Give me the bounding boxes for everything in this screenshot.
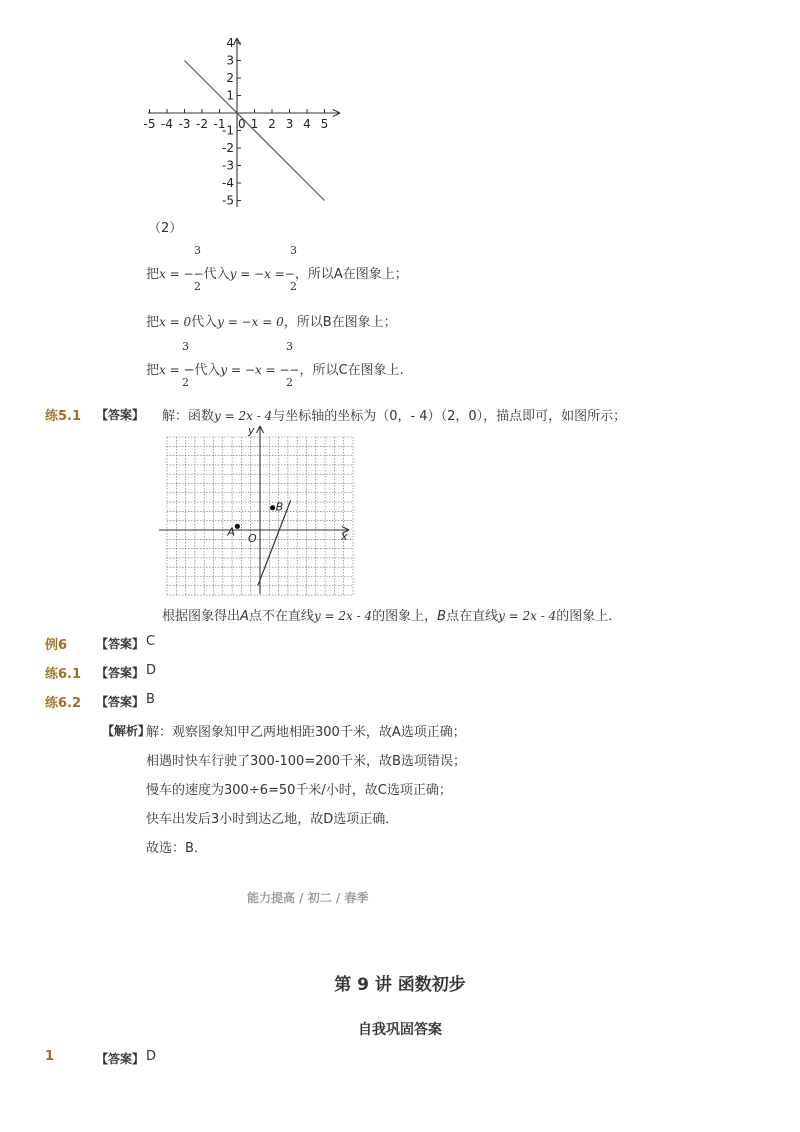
- answer-tag: 【答案】: [96, 666, 145, 680]
- frac-denominator: 2: [194, 280, 201, 293]
- y-tick-label: -3: [222, 158, 234, 173]
- text: ，所以A在图象上；: [294, 267, 408, 282]
- lecture-subtitle-wrap: [0, 1019, 800, 1039]
- text: 根据图象得出: [162, 609, 241, 624]
- y-axis-label: y: [248, 424, 255, 437]
- math-expr: y = 2x - 4: [498, 609, 557, 623]
- question-1-label: 1: [45, 1049, 55, 1064]
- y-tick-label: -1: [222, 123, 234, 138]
- frac-numerator: 3: [286, 340, 293, 353]
- point-a: [235, 524, 240, 529]
- text: 与坐标轴的坐标为（0，- 4）（2，0），描点即可，如图所示；: [272, 409, 627, 424]
- frac-denominator: 2: [182, 376, 189, 389]
- answer-tag: 【答案】: [96, 1052, 145, 1066]
- answer-tag: 【答案】: [96, 637, 145, 651]
- x-tick-label: -3: [178, 117, 191, 131]
- graph-2: [155, 424, 355, 596]
- text: 的图象上．: [556, 609, 622, 624]
- exercise-6-1-label: 练6.1: [45, 667, 82, 682]
- analysis-line: 相遇时快车行驶了300-100=200千米，故B选项错误；: [146, 754, 466, 769]
- math-expr: y = 2x - 4: [214, 409, 273, 423]
- math-expr: x = −−: [159, 267, 204, 281]
- x-tick-label: 3: [285, 117, 294, 131]
- text: B: [437, 609, 447, 624]
- lecture-subtitle: 自我巩固答案: [358, 1022, 442, 1038]
- text: 的图象上，: [372, 609, 438, 624]
- graph-1: [140, 35, 350, 210]
- graph-2-line: [258, 500, 291, 585]
- answer-value: D: [146, 663, 157, 678]
- math-expr: y = 2x - 4: [313, 609, 373, 623]
- text: 点在直线: [446, 609, 499, 624]
- x-axis-label: x: [341, 530, 348, 543]
- math-expr: y = −x = 0: [217, 315, 284, 329]
- point-b: [270, 505, 275, 510]
- text: A: [240, 609, 249, 624]
- part-2-line-1: [146, 244, 506, 294]
- answer-value: B: [146, 692, 155, 707]
- text: 把: [146, 267, 160, 282]
- frac-numerator: 3: [290, 244, 297, 257]
- frac-denominator: 2: [286, 376, 293, 389]
- text: −代入: [183, 363, 221, 378]
- answer-value: C: [146, 634, 156, 649]
- page-footer: 能力提高 / 初二 / 春季: [247, 891, 369, 905]
- y-tick-label: 4: [226, 36, 234, 50]
- lecture-title-wrap: [0, 970, 800, 995]
- frac-numerator: 3: [194, 244, 201, 257]
- math-expr: y = −x = −−: [220, 363, 300, 377]
- math-expr: x = 0: [159, 315, 192, 329]
- y-tick-label: 2: [226, 71, 234, 85]
- text: 解：函数: [162, 409, 215, 424]
- analysis-tag: 【解析】: [102, 724, 151, 738]
- answer-tag: 【答案】: [96, 695, 145, 709]
- x-tick-label: 5: [320, 117, 329, 131]
- analysis-line: 解：观察图象知甲乙两地相距300千米，故A选项正确；: [146, 725, 466, 740]
- analysis-line: 快车出发后3小时到达乙地，故D选项正确．: [146, 812, 399, 827]
- y-tick-label: -4: [222, 176, 234, 190]
- exercise-5-1-text: [162, 405, 626, 424]
- exercise-5-1-conclusion: [162, 605, 621, 624]
- y-tick-label: 3: [226, 53, 234, 68]
- text: ，所以B在图象上；: [283, 315, 397, 330]
- text: 点不在直线: [248, 609, 314, 624]
- x-tick-label: 2: [268, 117, 276, 131]
- y-tick-label: -5: [222, 193, 234, 208]
- math-expr: x =: [159, 363, 184, 377]
- analysis-line: 故选：B．: [146, 841, 207, 856]
- text: 把: [146, 363, 160, 378]
- frac-numerator: 3: [182, 340, 189, 353]
- x-tick-label: -4: [161, 117, 173, 131]
- text: 代入: [203, 267, 230, 282]
- exercise-5-1-label: 练5.1: [45, 409, 82, 424]
- text: ，所以C在图象上.: [299, 363, 404, 378]
- point-a-label: A: [227, 525, 235, 539]
- origin-label: O: [248, 532, 257, 545]
- y-tick-label: 1: [226, 88, 234, 103]
- part-2-line-3: [146, 340, 506, 390]
- text: 代入: [191, 315, 218, 330]
- frac-denominator: 2: [290, 280, 297, 293]
- text: 把: [146, 315, 160, 330]
- x-tick-label: 0: [238, 117, 246, 131]
- x-tick-label: -5: [143, 117, 156, 131]
- lecture-title: 第 9 讲 函数初步: [334, 975, 466, 995]
- x-tick-label: -2: [196, 117, 208, 131]
- analysis-line: 慢车的速度为300÷6=50千米/小时，故C选项正确；: [146, 783, 452, 798]
- x-tick-label: 1: [250, 117, 259, 131]
- exercise-6-2-label: 练6.2: [45, 696, 82, 711]
- math-expr: y = −x =−: [229, 267, 295, 281]
- answer-value: D: [146, 1049, 157, 1064]
- example-6-label: 例6: [45, 638, 68, 653]
- x-tick-label: -1: [213, 117, 226, 131]
- point-b-label: B: [275, 500, 284, 514]
- part-2-label: （2）: [148, 221, 183, 236]
- y-tick-label: -2: [222, 141, 234, 155]
- part-2-line-2: [146, 311, 397, 330]
- x-tick-label: 4: [303, 117, 311, 131]
- answer-tag: 【答案】: [96, 408, 145, 422]
